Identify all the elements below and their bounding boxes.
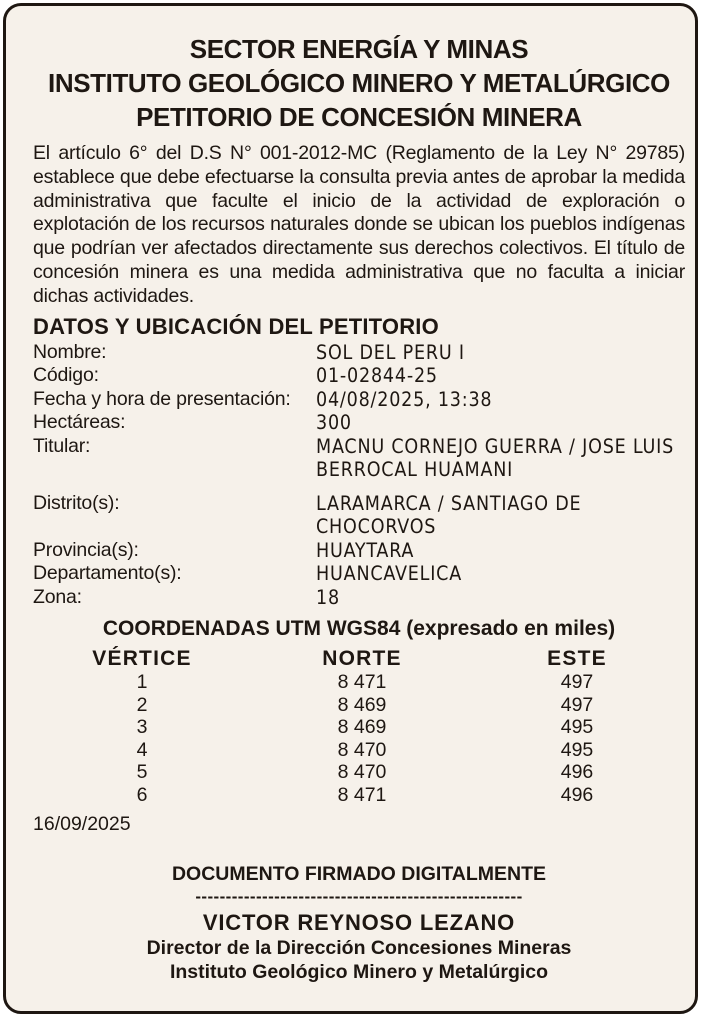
header-document-type: PETITORIO DE CONCESIÓN MINERA [136, 102, 582, 132]
fields-list [33, 341, 685, 610]
field-row-fecha [33, 388, 685, 412]
field-row-hectareas [33, 411, 685, 435]
table-row [37, 761, 677, 784]
east-cell: 496 [560, 783, 594, 806]
table-row [37, 671, 677, 694]
vertex-cell: 4 [136, 738, 148, 761]
table-header-row [37, 647, 677, 671]
header-vertice: VÉRTICE [92, 647, 192, 671]
east-cell: 496 [560, 761, 594, 784]
field-value: 04/08/2025, 13:38 [316, 387, 493, 411]
east-cell: 495 [560, 738, 594, 761]
vertex-cell: 3 [136, 716, 148, 739]
field-row-provincia [33, 539, 685, 563]
field-row-departamento [33, 562, 685, 586]
table-row [37, 694, 677, 717]
coordinates-title: COORDENADAS UTM WGS84 (expresado en miles) [102, 617, 616, 641]
field-value: LARAMARCA / SANTIAGO DE CHOCORVOS [316, 491, 582, 539]
field-label: Departamento(s): [33, 562, 182, 585]
signer-institution: Instituto Geológico Minero y Metalúrgico [169, 961, 549, 984]
header [33, 32, 685, 134]
table-row [37, 784, 677, 807]
field-label: Fecha y hora de presentación: [33, 387, 291, 410]
field-row-titular [33, 435, 685, 482]
field-value: MACNU CORNEJO GUERRA / JOSE LUIS BERROCAL HUAMANI [316, 434, 675, 482]
field-row-codigo [33, 364, 685, 388]
north-cell: 8 471 [337, 783, 387, 806]
field-label: Nombre: [33, 340, 107, 363]
vertex-cell: 1 [136, 671, 148, 694]
intro-paragraph: El artículo 6° del D.S N° 001-2012-MC (Reglamento de la Ley N° 29785) establece que debe efectuarse la consulta previa antes de aprobar la medida administrativa que faculte el inicio de la actividad de exploración o explotación de los recursos naturales donde se ubican los pueblos indígenas que podrían ver afectados directamente sus derechos colectivos. El título de concesión minera es una medida administrativa que no faculta a iniciar dichas actividades. [33, 142, 685, 307]
field-value: HUANCAVELICA [316, 562, 463, 586]
signature-block [33, 862, 685, 984]
field-label: Código: [33, 364, 99, 387]
header-institute: INSTITUTO GEOLÓGICO MINERO Y METALÚRGICO [48, 68, 670, 98]
field-value: 18 [316, 585, 340, 609]
east-cell: 497 [560, 671, 594, 694]
field-value: 300 [316, 411, 352, 435]
field-value: HUAYTARA [316, 538, 415, 562]
table-row [37, 716, 677, 739]
field-value: SOL DEL PERU I [316, 340, 465, 364]
section-title: DATOS Y UBICACIÓN DEL PETITORIO [33, 313, 439, 339]
header-este: ESTE [547, 647, 607, 671]
notice-frame [3, 3, 698, 1014]
publication-date: 16/09/2025 [33, 813, 131, 836]
vertex-cell: 6 [136, 783, 148, 806]
field-value: 01-02844-25 [316, 364, 438, 388]
notice-content [33, 32, 685, 984]
signer-name: VICTOR REYNOSO LEZANO [202, 910, 516, 936]
east-cell: 495 [560, 716, 594, 739]
east-cell: 497 [560, 693, 594, 716]
north-cell: 8 471 [337, 671, 387, 694]
table-row [37, 739, 677, 762]
north-cell: 8 470 [337, 738, 387, 761]
vertex-cell: 2 [136, 693, 148, 716]
field-label: Provincia(s): [33, 538, 139, 561]
north-cell: 8 469 [337, 716, 387, 739]
field-label: Hectáreas: [33, 411, 126, 434]
header-norte: NORTE [322, 647, 402, 671]
vertex-cell: 5 [136, 761, 148, 784]
field-row-distrito [33, 492, 685, 539]
field-label: Distrito(s): [33, 491, 120, 514]
signer-title: Director de la Dirección Concesiones Mineras [146, 937, 572, 960]
header-sector: SECTOR ENERGÍA Y MINAS [189, 34, 529, 64]
coordinates-table [37, 647, 677, 806]
field-label: Zona: [33, 585, 82, 608]
north-cell: 8 470 [337, 761, 387, 784]
digitally-signed-label: DOCUMENTO FIRMADO DIGITALMENTE [171, 863, 547, 886]
field-row-nombre [33, 341, 685, 365]
signature-line: ------------------------------------------------------ [195, 887, 523, 907]
field-label: Titular: [33, 434, 91, 457]
field-row-zona [33, 586, 685, 610]
north-cell: 8 469 [337, 693, 387, 716]
